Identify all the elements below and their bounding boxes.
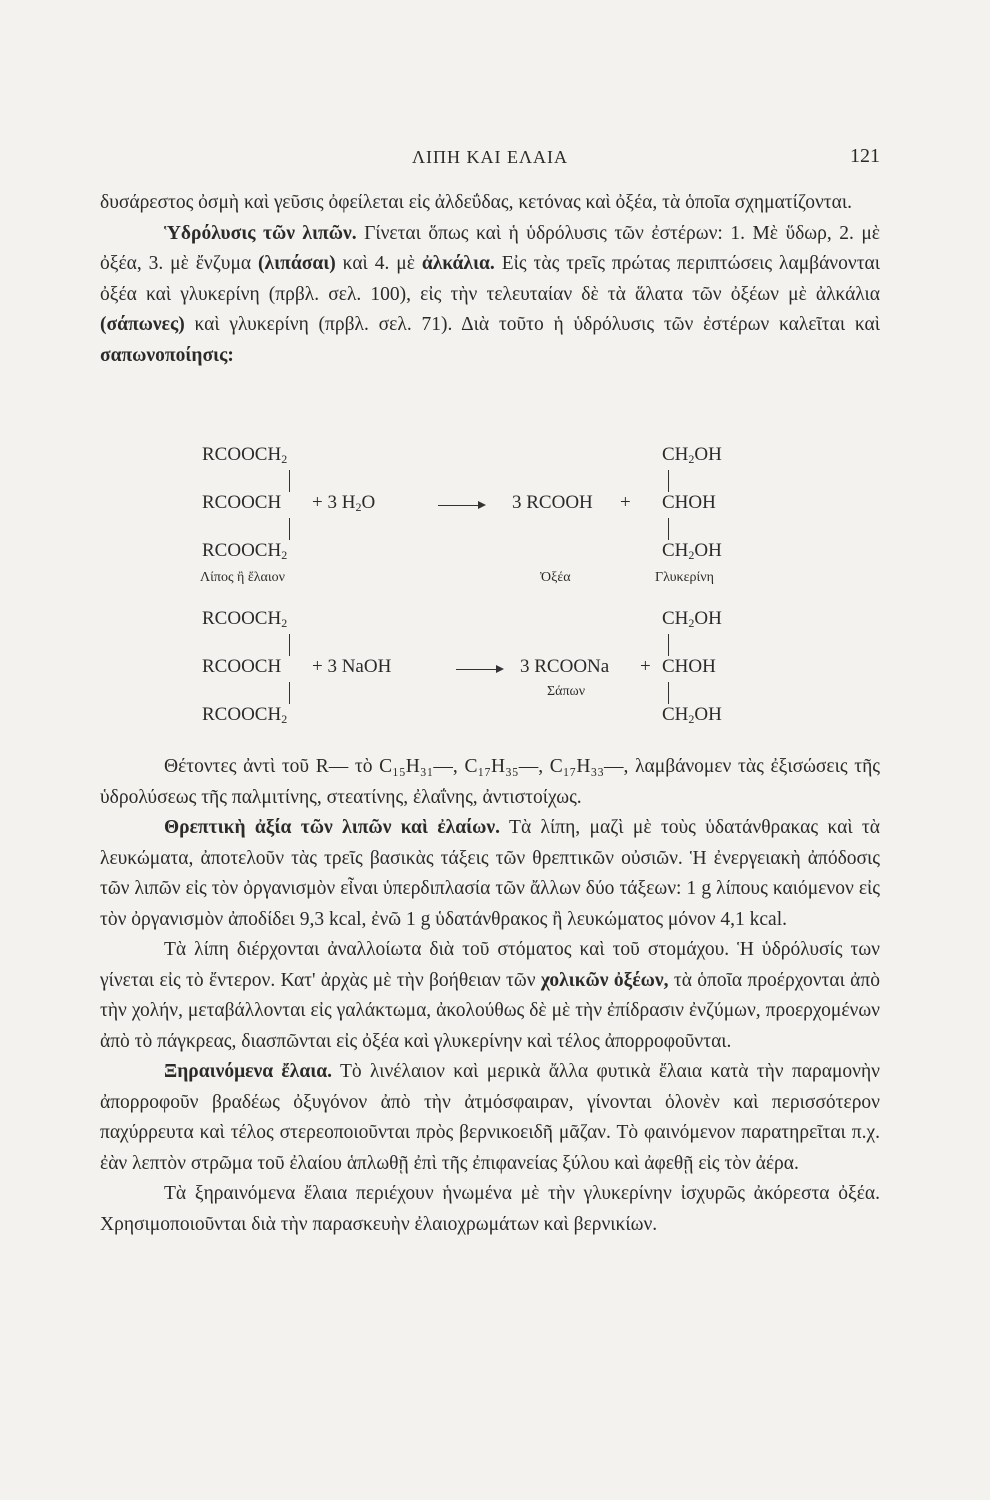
reaction-equations: [100, 440, 880, 740]
eq2-glycerol-bot: $CH_2OH$: [662, 704, 722, 726]
digestion-text-1: Τὰ λίπη διέρχονται ἀναλλοίωτα διὰ τοῦ στόματος καὶ τοῦ στομάχου. Ἡ ὑδρόλυσίς των γίνεται εἰς τὸ ἔντερον. Κατ' ἀρχὰς μὲ τὴν βοήθειαν τῶν: [100, 939, 880, 991]
hydrolysis-text-3: Εἰς τὰς τρεῖς πρώτας περιπτώσεις λαμβάνονται ὀξέα καὶ γλυκερίνη (πρβλ. σελ. 100), εἰς τὴν τελευταίαν δὲ τὰ ἅλατα τῶν ὀξέων μὲ ἀλκάλια: [100, 253, 880, 305]
eq2-glycerol-mid: CHOH: [662, 656, 716, 677]
eq2-label-soap: Σάπων: [547, 684, 586, 699]
lower-text: [100, 752, 880, 1240]
eq1-bond-2: [289, 518, 290, 540]
eq1-label-acids: Ὀξέα: [540, 570, 571, 585]
lipasai-term: (λιπάσαι): [258, 253, 336, 274]
eq1-ester-top: $RCOOCH_2$: [202, 444, 288, 466]
substitution-text: Θέτοντες ἀντὶ τοῦ R— τὸ C₁₅H₃₁—, C₁₇H₃₅—, C₁₇H₃₃—, λαμβάνομεν τὰς ἐξισώσεις τῆς ὑδρολύσεως τῆς παλμιτίνης, στεατίνης, ἐλαΐνης, ἀντιστοίχως.: [100, 756, 880, 808]
hydrolysis-text-1: Γίνεται ὅπως καὶ ἡ ὑδρόλυσις τῶν ἐστέρων: 1. Μὲ ὕδωρ, 2. μὲ ὀξέα, 3. μὲ ἔνζυμα: [100, 222, 880, 274]
eq1-acid: 3 RCOOH: [512, 492, 593, 513]
eq1-plus: +: [620, 492, 631, 513]
nutrition-heading: Θρεπτικὴ ἀξία τῶν λιπῶν καὶ ἐλαίων.: [164, 817, 501, 838]
substitution-paragraph: [100, 752, 880, 813]
eq1-arrow: [438, 505, 484, 506]
hydrolysis-text-2: καὶ 4. μὲ: [335, 253, 422, 274]
drying-oils-paragraph: [100, 1057, 880, 1179]
digestion-paragraph: [100, 935, 880, 1057]
nutrition-text: Τὰ λίπη, μαζὶ μὲ τοὺς ὑδατάνθρακας καὶ τὰ λευκώματα, ἀποτελοῦν τὰς τρεῖς βασικὰς τάξεις τῶν θρεπτικῶν οὐσιῶν. Ἡ ἐνεργειακὴ ἀπόδοσις τῶν λιπῶν εἰς τὸν ὀργανισμὸν εἶναι ὑπερδιπλασία τῶν ἄλλων δύο τάξεων: 1 g λίπους καιόμενον εἰς τὸν ὀργανισμὸν ἀποδίδει 9,3 kcal, ἐνῶ 1 g ὑδατάνθρακος ἢ λευκώματος μόνον 4,1 kcal.: [100, 817, 880, 930]
alkalia-term: ἀλκάλια.: [421, 253, 495, 274]
eq2-glycerol-top: $CH_2OH$: [662, 608, 722, 630]
eq2-plus: +: [640, 656, 651, 677]
eq1-ester-bot: $RCOOCH_2$: [202, 540, 288, 562]
hydrolysis-text-4: καὶ γλυκερίνη (πρβλ. σελ. 71). Διὰ τοῦτο ἡ ὑδρόλυσις τῶν ἐστέρων καλεῖται καὶ: [184, 314, 880, 335]
eq1-label-fat: Λίπος ἢ ἔλαιον: [200, 570, 285, 585]
eq1-ester-mid: RCOOCH: [202, 492, 282, 513]
eq1-reagent: + 3 $H_2O$: [312, 492, 376, 514]
eq2-bond-1: [289, 634, 290, 656]
hydrolysis-paragraph: [100, 219, 880, 372]
eq1-gly-bond-1: [668, 470, 669, 492]
sapones-term: (σάπωνες): [100, 314, 185, 335]
eq2-soap: 3 RCOONa: [520, 656, 610, 677]
closing-paragraph: [100, 1179, 880, 1240]
eq1-bond-1: [289, 470, 290, 492]
drying-oils-text: Τὸ λινέλαιον καὶ μερικὰ ἄλλα φυτικὰ ἔλαια κατὰ τὴν παραμονὴν ἀπορροφοῦν βραδέως ὀξυγόνον ἀπὸ τὴν ἀτμόσφαιραν, γίνονται ὁλονὲν καὶ περισσότερον παχύρρευτα καὶ τέλος στερεοποιοῦνται πρὸς βερνικοειδῆ μᾶζαν. Τὸ φαινόμενον παρατηρεῖται π.χ. ἐὰν λεπτὸν στρῶμα τοῦ ἐλαίου ἁπλωθῇ ἐπὶ τῆς ἐπιφανείας ξύλου καὶ ἀφεθῇ εἰς τὸν ἀέρα.: [100, 1061, 880, 1174]
eq2-gly-bond-1: [668, 634, 669, 656]
intro-paragraph: [100, 188, 880, 219]
drying-oils-heading: Ξηραινόμενα ἔλαια.: [164, 1061, 333, 1082]
eq1-label-glycerol: Γλυκερίνη: [655, 570, 714, 585]
running-title: ΛΙΠΗ ΚΑΙ ΕΛΑΙΑ: [411, 147, 569, 167]
eq1-glycerol-top: $CH_2OH$: [662, 444, 722, 466]
nutrition-paragraph: [100, 813, 880, 935]
eq2-gly-bond-2: [668, 682, 669, 704]
eq2-arrow: [456, 669, 502, 670]
digestion-text-2: τὰ ὁποῖα προέρχονται ἀπὸ τὴν χολήν, μεταβάλλονται εἰς γαλάκτωμα, ἀκολούθως δὲ μὲ τὴν ἐπίδρασιν ἐνζύμων, προερχομένων ἀπὸ τὸ πάγκρεας, διασπῶνται εἰς ὀξέα καὶ γλυκερίνην καὶ τέλος ἀπορροφοῦνται.: [100, 969, 880, 1052]
eq2-ester-bot: $RCOOCH_2$: [202, 704, 288, 726]
eq2-bond-2: [289, 682, 290, 704]
eq1-glycerol-bot: $CH_2OH$: [662, 540, 722, 562]
eq2-reagent: + 3 NaOH: [312, 656, 392, 677]
eq1-gly-bond-2: [668, 518, 669, 540]
intro-text: δυσάρεστος ὀσμὴ καὶ γεῦσις ὀφείλεται εἰς ἀλδεΰδας, κετόνας καὶ ὀξέα, τὰ ὁποῖα σχηματίζονται.: [100, 192, 852, 213]
eq2-ester-top: $RCOOCH_2$: [202, 608, 288, 630]
saponification-term: σαπωνοποίησις:: [100, 344, 234, 366]
upper-text: [100, 188, 880, 371]
bile-acids-term: χολικῶν ὀξέων,: [540, 969, 669, 991]
eq1-glycerol-mid: CHOH: [662, 492, 716, 513]
hydrolysis-heading: Ὑδρόλυσις τῶν λιπῶν.: [164, 222, 357, 244]
eq2-ester-mid: RCOOCH: [202, 656, 282, 677]
page-header: [100, 143, 880, 173]
closing-text: Τὰ ξηραινόμενα ἔλαια περιέχουν ἡνωμένα μὲ τὴν γλυκερίνην ἰσχυρῶς ἀκόρεστα ὀξέα. Χρησιμοποιοῦνται διὰ τὴν παρασκευὴν ἐλαιοχρωμάτων καὶ βερνικίων.: [100, 1183, 880, 1235]
page-number: 121: [850, 145, 880, 167]
